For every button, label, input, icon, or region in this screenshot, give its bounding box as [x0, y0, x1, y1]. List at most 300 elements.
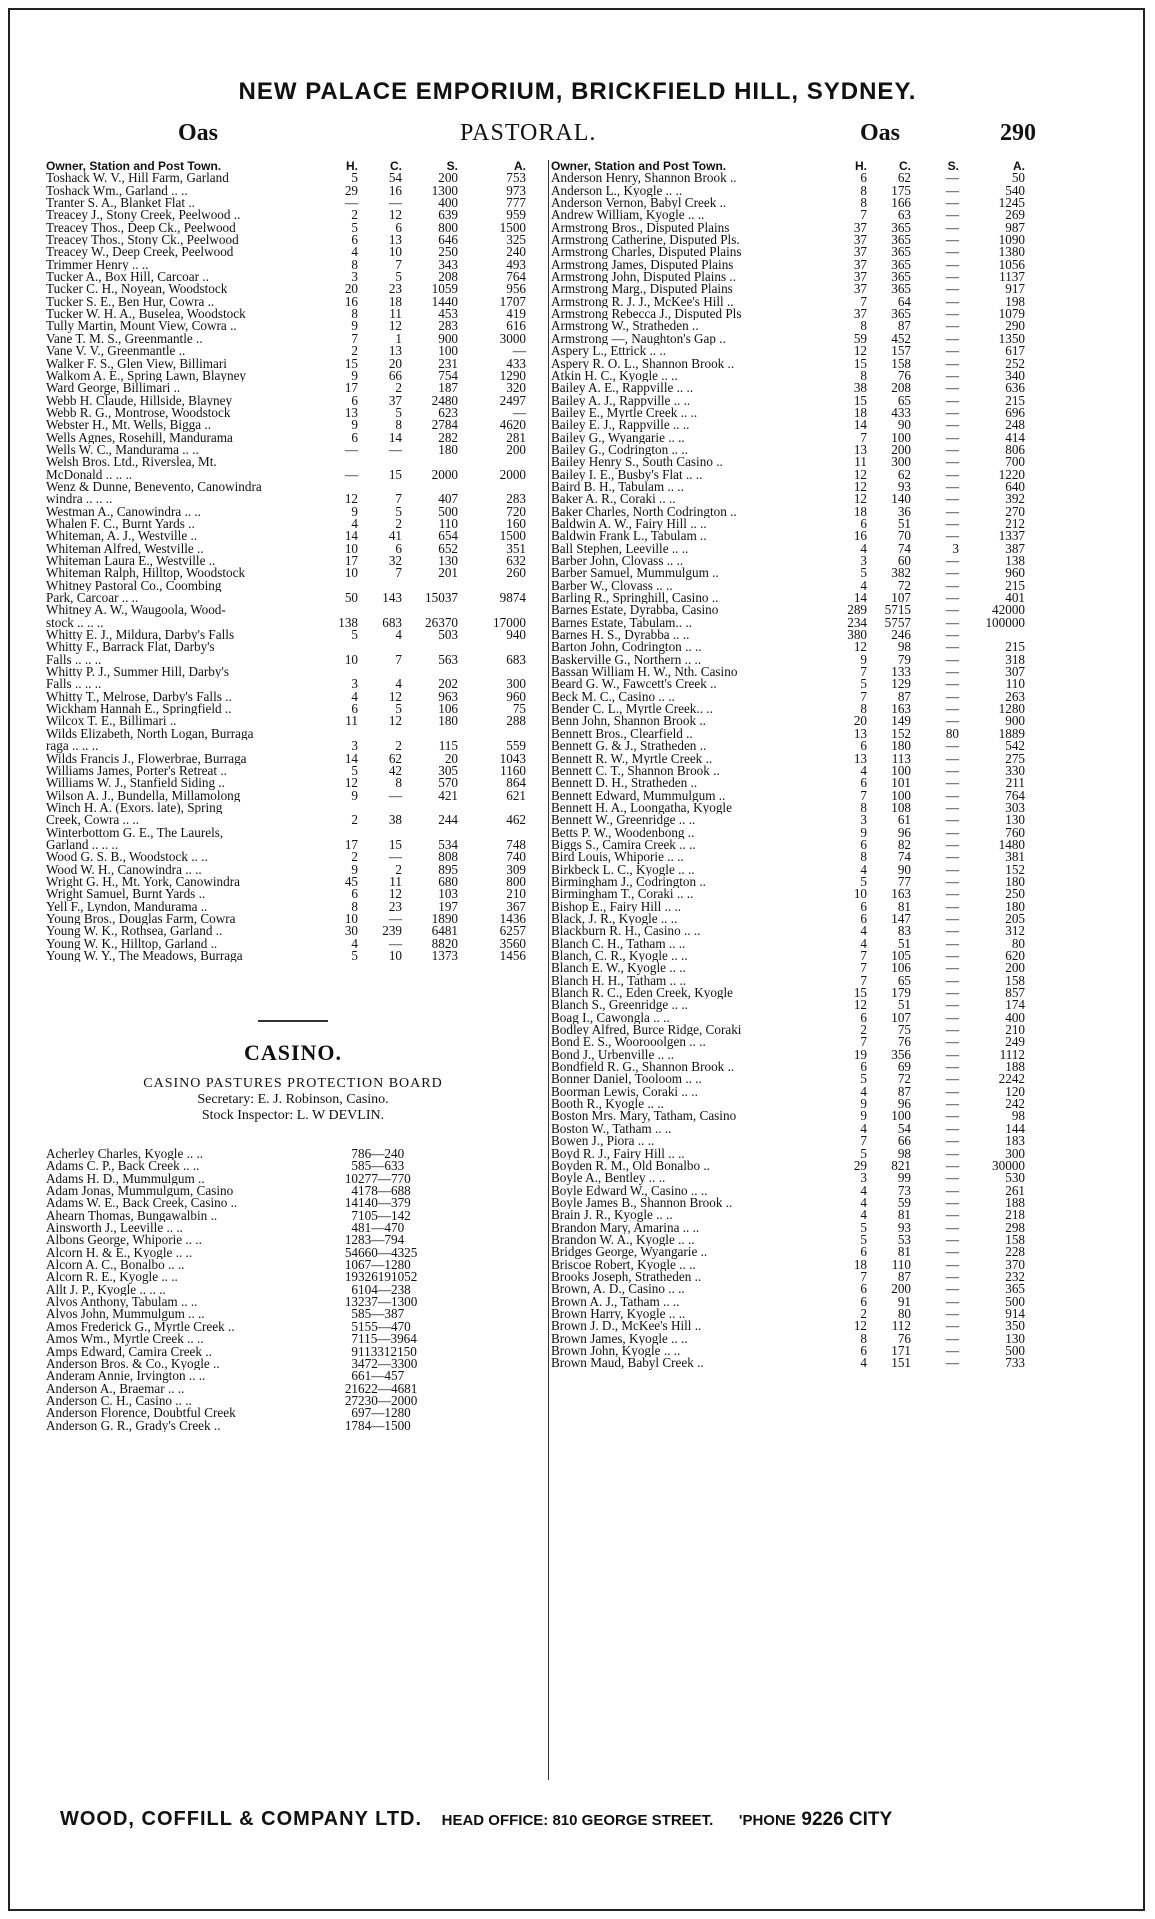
s-cell: — [945, 1096, 959, 1112]
table-row [46, 1160, 540, 1172]
h-cell: 7 [860, 1034, 867, 1050]
h-cell: 5 [860, 676, 867, 692]
a-cell: 242 [1005, 1096, 1025, 1112]
table-row [551, 1246, 1041, 1258]
s-cell: — [945, 849, 959, 865]
a-cell: 1280 [998, 701, 1025, 717]
table-row [551, 678, 1041, 690]
s-cell: — [371, 1306, 385, 1322]
c-cell: 129 [891, 676, 911, 692]
h-cell: — [344, 195, 358, 211]
h-cell: 19 [344, 1269, 358, 1285]
table-row [46, 419, 540, 431]
c-cell: 5 [395, 404, 402, 420]
h-cell: 7 [351, 330, 358, 346]
h-cell: 4 [860, 540, 867, 556]
c-cell: 81 [897, 1207, 911, 1223]
table-row [46, 283, 540, 295]
h-cell: 15 [853, 985, 867, 1001]
table-row [46, 567, 540, 579]
owner-cell: Tucker A., Box Hill, Carcoar .. [46, 271, 209, 284]
a-cell: 800 [506, 873, 526, 889]
c-cell: 80 [897, 1305, 911, 1321]
s-cell: — [945, 1022, 959, 1038]
table-row [551, 1172, 1041, 1184]
table-row [46, 802, 540, 814]
c-cell: 7 [395, 651, 402, 667]
table-row [46, 1333, 540, 1345]
c-cell: 2 [395, 380, 402, 396]
h-cell: 2 [351, 207, 358, 223]
c-cell: 178 [358, 1183, 378, 1199]
c-cell: — [388, 935, 402, 951]
owner-cell: Blanch H. H., Tatham .. .. [551, 974, 687, 988]
owner-cell: Baskerville G., Northern .. .. [551, 653, 702, 667]
a-cell: 240 [506, 244, 526, 260]
owner-cell: Bodley Alfred, Burce Ridge, Coraki [551, 1024, 742, 1037]
a-cell: 764 [506, 269, 526, 285]
c-cell: 23 [388, 281, 402, 297]
s-cell: — [945, 688, 959, 704]
a-cell: 700 [1005, 454, 1025, 470]
table-row [46, 827, 540, 839]
table-row [46, 787, 540, 803]
c-cell: 87 [897, 318, 911, 334]
table-row [46, 172, 540, 184]
s-cell: 200 [438, 170, 458, 186]
s-cell: — [945, 170, 959, 186]
s-cell: — [945, 910, 959, 926]
c-cell: 12 [388, 318, 402, 334]
owner-cell: Toshack W. V., Hill Farm, Garland [46, 172, 229, 185]
s-cell: 231 [438, 355, 458, 371]
a-cell: 300 [506, 676, 526, 692]
footer-phone-label: 'PHONE [738, 1812, 796, 1829]
table-row [46, 308, 540, 320]
a-cell: 1456 [499, 948, 526, 963]
owner-cell: Anderson L., Kyogle .. .. [551, 184, 683, 198]
a-cell: 794 [384, 1232, 405, 1248]
right-column [551, 160, 1041, 1370]
c-cell: 356 [891, 1046, 911, 1062]
h-cell: 6 [860, 170, 867, 186]
c-cell: 100 [891, 1108, 911, 1124]
s-cell: 20 [444, 750, 458, 766]
s-cell: — [945, 528, 959, 544]
a-cell: 617 [1005, 343, 1025, 359]
h-cell: 5 [351, 170, 358, 186]
s-cell: 103 [438, 886, 458, 902]
owner-cell: Bowen J., Piora .. .. [551, 1135, 655, 1148]
owner-cell: Webb R. G., Montrose, Woodstock [46, 406, 231, 420]
h-cell: 6 [351, 232, 358, 248]
owner-cell: Bailey E., Myrtle Creek .. .. [551, 406, 698, 420]
owner-cell: Baldwin Frank L., Tabulam .. [551, 530, 707, 543]
table-row [46, 530, 540, 542]
a-cell: 283 [506, 491, 526, 507]
h-cell: 8 [860, 849, 867, 865]
table-row [46, 750, 540, 766]
table-row [46, 1244, 540, 1260]
h-cell: 7 [860, 1268, 867, 1284]
h-cell: 13 [853, 441, 867, 457]
table-row [551, 419, 1041, 431]
owner-cell: Ahearn Thomas, Bungawalbin .. [46, 1209, 218, 1223]
s-cell: 503 [438, 627, 458, 643]
a-cell: 215 [1005, 392, 1025, 408]
owner-cell: Armstrong John, Disputed Plains .. [551, 271, 736, 284]
table-row [551, 861, 1041, 877]
a-cell: 120 [1005, 1083, 1025, 1099]
owner-cell: Barber Samuel, Mummulgum .. [551, 567, 719, 580]
table-row [46, 666, 540, 678]
s-cell: — [945, 948, 959, 963]
c-cell: 452 [891, 330, 911, 346]
a-cell: 350 [1005, 1318, 1025, 1334]
c-cell: 79 [897, 651, 911, 667]
h-cell: 3 [351, 1355, 358, 1371]
a-cell: 688 [390, 1183, 411, 1199]
s-cell: 106 [438, 701, 458, 717]
a-cell: 3300 [390, 1355, 418, 1371]
a-cell: 17000 [493, 614, 526, 630]
c-cell: 107 [891, 1009, 911, 1025]
c-header: C. [899, 159, 911, 173]
h-cell: 9 [351, 503, 358, 519]
a-cell: 1056 [998, 256, 1025, 272]
owner-cell: Biggs S., Camira Creek .. .. [551, 838, 696, 852]
h-cell: 37 [853, 281, 867, 297]
owner-cell: Aspery L., Ettrick .. .. [551, 345, 666, 358]
table-row [46, 345, 540, 357]
table-row [551, 256, 1041, 272]
table-row [46, 1234, 540, 1246]
s-cell: — [945, 1170, 959, 1186]
owner-cell: Webb H. Claude, Hillside, Blayney [46, 394, 233, 407]
owner-cell: Whitney Pastoral Co., Coombing [46, 579, 222, 593]
owner-cell: Wells Agnes, Rosehill, Mandurama [46, 431, 233, 444]
a-cell: 198 [1005, 293, 1025, 309]
s-cell: — [945, 256, 959, 272]
owner-cell: Boyle James B., Shannon Brook .. [551, 1196, 733, 1210]
table-row [551, 629, 1041, 641]
c-cell: 91 [897, 1293, 911, 1309]
owner-cell: Boyden R. M., Old Bonalbo .. [551, 1159, 710, 1173]
owner-cell: raga .. .. .. [46, 740, 99, 753]
table-row [46, 873, 540, 889]
right-column-header [551, 160, 1041, 172]
s-cell: 2784 [431, 417, 458, 433]
s-cell: — [377, 1331, 391, 1347]
a-cell: 400 [1005, 1009, 1025, 1025]
c-cell: 59 [897, 1194, 911, 1210]
owner-cell: Treacey J., Stony Creek, Peelwood .. [46, 209, 241, 222]
h-cell: 9 [351, 417, 358, 433]
table-row [46, 1207, 540, 1223]
a-cell: 1090 [998, 232, 1025, 248]
c-cell: 82 [897, 836, 911, 852]
s-cell: — [945, 972, 959, 988]
subheader-left-word: Oas [178, 120, 219, 146]
a-cell: 158 [1005, 972, 1025, 988]
h-cell: 9 [351, 1343, 358, 1359]
c-cell: 151 [891, 1355, 911, 1371]
a-cell: 433 [506, 355, 526, 371]
s-cell: — [371, 1405, 385, 1421]
h-cell: 9 [860, 824, 867, 840]
table-row [551, 873, 1041, 889]
table-row [46, 466, 540, 482]
h-cell: 15 [344, 355, 358, 371]
h-cell: 11 [345, 713, 358, 729]
h-cell: 12 [344, 775, 358, 791]
s-cell: — [945, 1009, 959, 1025]
table-row [551, 429, 1041, 445]
owner-cell: Bailey A. J., Rappville .. .. [551, 394, 691, 407]
s-cell: — [945, 787, 959, 803]
s-cell: — [945, 269, 959, 285]
s-cell: — [945, 676, 959, 692]
owner-cell: Anderson Florence, Doubtful Creek [46, 1407, 236, 1420]
table-row [551, 851, 1041, 863]
a-cell: 806 [1005, 441, 1025, 457]
h-cell: 9 [860, 1108, 867, 1124]
table-row [551, 182, 1041, 198]
h-cell: 20 [853, 713, 867, 729]
c-cell: 5757 [884, 614, 911, 630]
owner-cell: Wickham Hannah E., Springfield .. [46, 703, 232, 716]
c-cell: 4 [395, 627, 402, 643]
a-cell: 180 [1005, 873, 1025, 889]
owner-cell: Anderson G. R., Grady's Creek .. [46, 1419, 221, 1432]
c-cell: 37 [388, 392, 402, 408]
c-cell: 821 [891, 1157, 911, 1173]
table-row [551, 1231, 1041, 1247]
owner-cell: Bennett W., Greenridge .. .. [551, 814, 696, 827]
h-cell: 9 [860, 651, 867, 667]
s-cell: 8820 [431, 935, 458, 951]
table-row [551, 641, 1041, 653]
owner-cell: Brown Harry, Kyogle .. .. [551, 1307, 686, 1321]
c-cell: 86 [358, 1146, 372, 1161]
h-cell: 6 [351, 1368, 358, 1384]
a-cell: 130 [1005, 812, 1025, 828]
table-row [551, 172, 1041, 184]
h-cell: 3 [860, 1170, 867, 1186]
s-cell: — [945, 1071, 959, 1087]
table-row [551, 382, 1041, 394]
s-cell: — [945, 1034, 959, 1050]
h-cell: 21 [344, 1380, 358, 1396]
table-row [551, 330, 1041, 346]
s-cell: — [945, 627, 959, 643]
h-cell: 14 [344, 528, 358, 544]
a-cell: 210 [1005, 1022, 1025, 1038]
s-cell: 1373 [431, 948, 458, 963]
c-cell: 14 [388, 429, 402, 445]
table-row [551, 540, 1041, 556]
owner-cell: Booth R., Kyogle .. .. [551, 1098, 664, 1111]
s-cell: — [945, 404, 959, 420]
a-cell: 401 [1005, 590, 1025, 606]
table-row [551, 1024, 1041, 1036]
c-cell: 8 [395, 775, 402, 791]
s-cell: 1059 [431, 281, 458, 297]
a-cell: 365 [1005, 1281, 1025, 1297]
c-cell: 200 [891, 441, 911, 457]
a-cell: 300 [1005, 1145, 1025, 1161]
s-cell: — [945, 602, 959, 618]
s-cell: 283 [438, 318, 458, 334]
c-cell: 365 [891, 281, 911, 297]
c-cell: — [388, 849, 402, 865]
table-row [551, 592, 1041, 604]
owner-cell: Birkbeck L. C., Kyogle .. .. [551, 863, 695, 876]
c-cell: 365 [891, 232, 911, 248]
s-cell: — [945, 1120, 959, 1136]
a-cell: 1112 [999, 1046, 1025, 1062]
s-cell: — [371, 1417, 385, 1433]
h-cell: 8 [351, 898, 358, 914]
table-row [551, 320, 1041, 332]
owner-cell: Amos Frederick G., Myrtle Creek .. [46, 1320, 235, 1334]
h-cell: 17 [344, 380, 358, 396]
a-cell: 290 [1005, 318, 1025, 334]
s-cell: 895 [438, 861, 458, 877]
table-row [46, 367, 540, 383]
c-cell: 66 [388, 367, 402, 383]
casino-table-body [46, 1148, 540, 1432]
owner-cell: Bond E. S., Woorooolgen .. .. [551, 1036, 706, 1049]
c-cell: 23 [388, 898, 402, 914]
owner-cell: Boston Mrs. Mary, Tatham, Casino [551, 1110, 737, 1123]
table-row [551, 515, 1041, 531]
h-cell: 37 [853, 232, 867, 248]
a-cell: 764 [1005, 787, 1025, 803]
c-cell: 12 [388, 886, 402, 902]
h-cell: 45 [344, 873, 358, 889]
c-cell: 472 [358, 1355, 378, 1371]
a-cell: 281 [506, 429, 526, 445]
a-cell: 632 [506, 553, 526, 568]
owner-cell: Bailey I. E., Busby's Flat .. .. [551, 468, 703, 481]
s-cell: 963 [438, 688, 458, 704]
c-cell: 96 [897, 824, 911, 840]
owner-cell: Bondfield R. G., Shannon Brook .. [551, 1061, 735, 1074]
owner-cell: Anderson Bros. & Co., Kyogle .. [46, 1357, 220, 1371]
c-cell: 163 [891, 701, 911, 717]
a-cell: 777 [506, 195, 526, 211]
c-cell: 8 [395, 417, 402, 433]
a-cell: 238 [390, 1281, 411, 1297]
owner-cell: Wilds Elizabeth, North Logan, Burraga [46, 727, 254, 741]
c-cell: 105 [891, 948, 911, 963]
h-cell: 20 [344, 281, 358, 297]
s-cell: 808 [438, 849, 458, 865]
table-row [46, 629, 540, 641]
h-cell: 11 [854, 454, 867, 470]
h-cell: 54 [344, 1244, 358, 1260]
owner-cell: Baird B. H., Tabulam .. .. [551, 480, 684, 494]
c-cell: — [388, 787, 402, 803]
h-cell: 4 [860, 1355, 867, 1371]
c-cell: 87 [897, 1083, 911, 1099]
table-row [551, 530, 1041, 542]
table-row [46, 1259, 540, 1271]
s-cell: 570 [438, 775, 458, 791]
h-cell: 17 [344, 836, 358, 852]
a-cell: 180 [1005, 898, 1025, 914]
h-cell: 6 [860, 1059, 867, 1075]
s-cell: — [945, 1268, 959, 1284]
a-cell: 228 [1005, 1244, 1025, 1260]
h-cell: 9 [860, 1096, 867, 1112]
section-title: PASTORAL. [460, 120, 597, 146]
table-row [46, 651, 540, 667]
s-cell: — [945, 997, 959, 1013]
table-row [46, 580, 540, 592]
c-cell: 70 [897, 528, 911, 544]
table-row [551, 493, 1041, 505]
c-cell: 143 [382, 590, 402, 606]
owner-cell: Allt J. P., Kyogle .. .. .. [46, 1283, 166, 1297]
table-row [46, 540, 540, 556]
s-cell: 1890 [431, 910, 458, 926]
a-cell: 1052 [390, 1269, 418, 1285]
table-row [551, 777, 1041, 789]
c-cell: 38 [388, 812, 402, 828]
c-cell: 433 [891, 404, 911, 420]
s-cell: — [945, 898, 959, 914]
h-cell: 7 [860, 429, 867, 445]
h-cell: 18 [853, 503, 867, 519]
table-row [46, 330, 540, 346]
table-row [551, 1182, 1041, 1198]
table-row [551, 1283, 1041, 1295]
h-cell: 12 [853, 343, 867, 359]
s-cell: — [945, 738, 959, 754]
s-cell: 208 [438, 269, 458, 285]
c-cell: 100 [891, 762, 911, 778]
c-cell: 277 [358, 1170, 378, 1186]
a-cell: 200 [506, 441, 526, 457]
table-row [551, 1357, 1041, 1369]
table-row [551, 355, 1041, 371]
table-row [551, 740, 1041, 752]
table-row [551, 1135, 1041, 1147]
s-cell: — [945, 232, 959, 248]
table-row [46, 404, 540, 420]
c-cell: 239 [382, 923, 402, 939]
owner-cell: Alcorn A. C., Bonalbo .. .. [46, 1259, 185, 1272]
a-cell: 2000 [390, 1392, 418, 1408]
owner-cell: Beck M. C., Casino .. .. [551, 690, 675, 704]
table-row [551, 1046, 1041, 1062]
a-cell: 1160 [500, 762, 526, 778]
c-cell: 100 [891, 429, 911, 445]
table-row [551, 987, 1041, 999]
h-cell: 15 [853, 355, 867, 371]
a-cell: 205 [1005, 910, 1025, 926]
a-cell: 457 [384, 1368, 405, 1384]
c-cell: 108 [891, 799, 911, 815]
a-cell: 80 [1011, 935, 1025, 951]
section-rule [258, 1020, 328, 1022]
table-row [551, 219, 1041, 235]
s-cell: 100 [438, 343, 458, 359]
h-cell: 5 [351, 219, 358, 235]
owner-cell: Brandon Mary, Amarina .. .. [551, 1221, 700, 1234]
